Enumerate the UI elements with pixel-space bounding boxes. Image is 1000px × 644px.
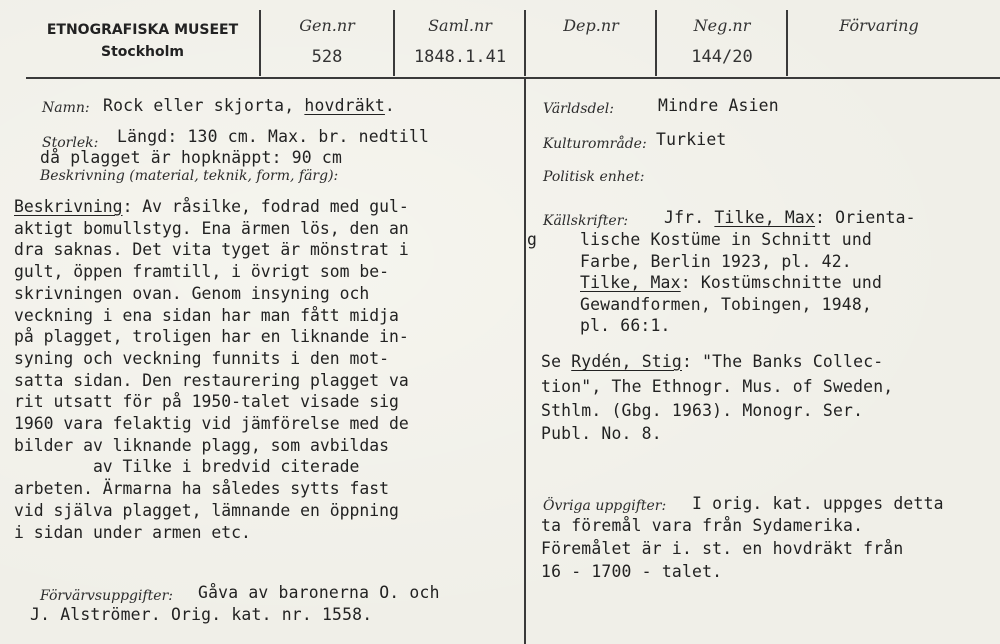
se-author: Rydén, Stig bbox=[571, 352, 682, 371]
kallskrifter-line6: pl. 66:1. bbox=[580, 316, 671, 335]
neg-nr-value: 144/20 bbox=[691, 47, 753, 67]
header-bottom-rule bbox=[26, 77, 1000, 79]
namn-end: . bbox=[384, 96, 395, 115]
neg-nr-label: Neg.nr bbox=[693, 16, 751, 35]
kallskrifter-line2: lische Kostüme in Schnitt und bbox=[580, 230, 872, 249]
namn-underlined: hovdräkt bbox=[304, 96, 385, 115]
description-line: bilder av liknande plagg, som avbildas bbox=[14, 435, 389, 455]
namn-text: Rock eller skjorta, bbox=[103, 96, 295, 115]
kultur-value: Turkiet bbox=[656, 130, 727, 149]
gen-nr-label: Gen.nr bbox=[299, 16, 355, 35]
ovriga-line3: Föremålet är i. st. en hovdräkt från bbox=[541, 539, 904, 558]
namn-value bbox=[103, 96, 395, 115]
description-line: aktigt bomullstyg. Ena ärmen lös, den an bbox=[14, 218, 409, 238]
kallskrifter-line5: Gewandformen, Tobingen, 1948, bbox=[580, 295, 872, 314]
description-line: dra saknas. Det vita tyget är mönstrat i bbox=[14, 240, 409, 260]
kallskrifter-author: Tilke, Max bbox=[580, 273, 681, 292]
column-divider bbox=[524, 78, 526, 644]
varldsdel-label: Världsdel: bbox=[543, 101, 614, 117]
ovriga-label: Övriga uppgifter: bbox=[543, 498, 667, 514]
dep-nr-label: Dep.nr bbox=[563, 16, 619, 35]
politisk-label: Politisk enhet: bbox=[543, 169, 645, 185]
header-divider bbox=[786, 10, 788, 76]
storlek-label: Storlek: bbox=[42, 135, 99, 151]
storlek-line1: Längd: 130 cm. Max. br. nedtill bbox=[117, 127, 430, 146]
storlek-line2: då plagget är hopknäppt: 90 cm bbox=[40, 148, 343, 167]
forvarv-line1: Gåva av baronerna O. och bbox=[198, 583, 440, 602]
saml-nr-value: 1848.1.41 bbox=[413, 47, 507, 67]
description-line: i sidan under armen etc. bbox=[14, 522, 251, 542]
se-line2: tion", The Ethnogr. Mus. of Sweden, bbox=[541, 377, 894, 396]
margin-character: g bbox=[527, 230, 538, 249]
gen-nr-value: 528 bbox=[311, 47, 343, 67]
se-line1: Se Rydén, Stig: "The Banks Collec- bbox=[541, 352, 884, 371]
ovriga-line1: I orig. kat. uppges detta bbox=[692, 494, 944, 513]
description-line: rit utsatt för på 1950-talet visade sig bbox=[14, 392, 399, 412]
description-line: gult, öppen framtill, i övrigt som be- bbox=[14, 262, 389, 282]
description-heading: Beskrivning bbox=[14, 197, 123, 216]
varldsdel-value: Mindre Asien bbox=[658, 96, 779, 115]
kallskrifter-line3: Farbe, Berlin 1923, pl. 42. bbox=[580, 252, 852, 271]
forvarv-line2: J. Alströmer. Orig. kat. nr. 1558. bbox=[30, 605, 373, 624]
kallskrifter-author: Tilke, Max bbox=[714, 208, 816, 227]
description-line: veckning i ena sidan har man fått midja bbox=[14, 305, 399, 325]
description-line: skrivningen ovan. Genom insyning och bbox=[14, 283, 370, 303]
ovriga-line2: ta föremål vara från Sydamerika. bbox=[541, 516, 864, 535]
se-line3: Sthlm. (Gbg. 1963). Monogr. Ser. bbox=[541, 401, 864, 420]
description-line: på plagget, troligen har en liknande in- bbox=[14, 327, 409, 347]
kallskrifter-line4: Tilke, Max: Kostümschnitte und bbox=[580, 273, 883, 292]
description-line: vid själva plagget, lämnande en öppning bbox=[14, 500, 399, 520]
description-line: satta sidan. Den restaurering plagget va bbox=[14, 370, 409, 390]
description-line: arbeten. Ärmarna ha således sytts fast bbox=[14, 479, 389, 499]
header-divider bbox=[393, 10, 395, 76]
saml-nr-label: Saml.nr bbox=[428, 16, 492, 35]
header-divider bbox=[259, 10, 261, 76]
forvaring-label: Förvaring bbox=[839, 16, 919, 35]
header-divider bbox=[655, 10, 657, 76]
kultur-label: Kulturområde: bbox=[543, 136, 647, 152]
se-line4: Publ. No. 8. bbox=[541, 424, 662, 443]
description-line: Beskrivning: Av råsilke, fodrad med gul- bbox=[14, 197, 409, 216]
kallskrifter-label: Källskrifter: bbox=[543, 213, 629, 229]
description-line: av Tilke i bredvid citerade bbox=[14, 457, 360, 477]
kallskrifter-line1: Jfr. Tilke, Max: Orienta- bbox=[664, 208, 916, 227]
institution-name: ETNOGRAFISKA MUSEET bbox=[46, 22, 239, 38]
namn-label: Namn: bbox=[42, 100, 90, 116]
header-divider bbox=[524, 10, 526, 76]
description-line: syning och veckning funnits i den mot- bbox=[14, 348, 389, 368]
institution-city: Stockholm bbox=[101, 44, 184, 60]
forvarv-label: Förvärvsuppgifter: bbox=[40, 588, 173, 604]
description-line: 1960 vara felaktig vid jämförelse med de bbox=[14, 414, 409, 434]
beskrivning-label: Beskrivning (material, teknik, form, färg): bbox=[40, 168, 339, 184]
ovriga-line4: 16 - 1700 - talet. bbox=[541, 562, 723, 581]
description-block bbox=[14, 196, 409, 543]
